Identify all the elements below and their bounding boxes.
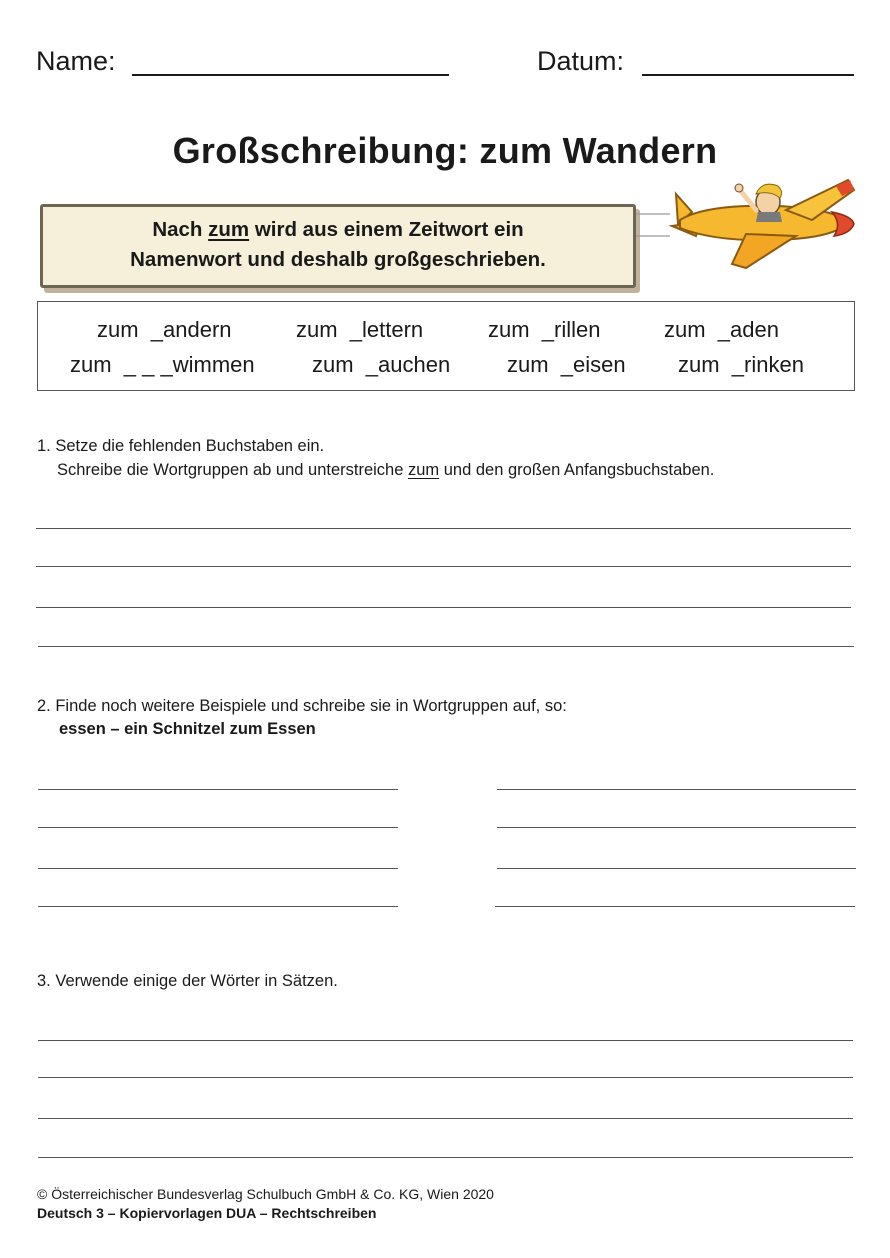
writing-line[interactable] (36, 566, 851, 567)
writing-line[interactable] (38, 1077, 853, 1078)
writing-line-right[interactable] (497, 868, 856, 869)
page-title: Großschreibung: zum Wandern (172, 130, 718, 171)
task-2-example: essen – ein Schnitzel zum Essen (59, 720, 316, 738)
airplane-illustration (636, 164, 858, 276)
word-item: zum _rillen (488, 317, 601, 342)
writing-line[interactable] (38, 646, 854, 647)
task-3-instruction: 3. Verwende einige der Wörter in Sätzen. (37, 972, 338, 990)
writing-line-right[interactable] (497, 789, 856, 790)
rule-line-2: Namenwort und deshalb großgeschrieben. (130, 248, 546, 271)
writing-line-left[interactable] (38, 906, 398, 907)
task-text: und den großen Anfangsbuchstaben. (439, 461, 715, 479)
rule-note (40, 204, 636, 288)
task-2-instruction: 2. Finde noch weitere Beispiele und schreibe sie in Wortgruppen auf, so: (37, 697, 567, 715)
writing-line[interactable] (38, 1118, 853, 1119)
footer-series: Deutsch 3 – Kopiervorlagen DUA – Rechtschreiben (37, 1205, 377, 1221)
footer-copyright: © Österreichischer Bundesverlag Schulbuch GmbH & Co. KG, Wien 2020 (37, 1186, 494, 1202)
task-1-instruction-2 (57, 461, 714, 480)
task-1-instruction: 1. Setze die fehlenden Buchstaben ein. (37, 437, 325, 455)
writing-line-right[interactable] (497, 827, 856, 828)
word-item: zum _aden (664, 317, 779, 342)
date-label: Datum: (537, 46, 625, 76)
rule-line-1 (43, 218, 633, 242)
name-label: Name: (36, 46, 116, 76)
word-item: zum _auchen (312, 352, 451, 377)
writing-line[interactable] (38, 1157, 853, 1158)
writing-line[interactable] (38, 1040, 853, 1041)
date-field[interactable] (642, 74, 854, 76)
word-item: zum _ _ _wimmen (70, 352, 255, 377)
word-item: zum _rinken (678, 352, 804, 377)
writing-line-right[interactable] (495, 906, 855, 907)
word-item: zum _eisen (507, 352, 626, 377)
rule-keyword: zum (208, 218, 250, 241)
name-field[interactable] (132, 74, 449, 76)
writing-line[interactable] (36, 607, 851, 608)
writing-line-left[interactable] (38, 868, 398, 869)
rule-text: Nach (152, 218, 209, 241)
word-item: zum _lettern (296, 317, 424, 342)
writing-line-left[interactable] (38, 827, 398, 828)
task-keyword: zum (408, 461, 440, 479)
rule-text: wird aus einem Zeitwort ein (249, 218, 524, 241)
word-item: zum _andern (97, 317, 232, 342)
task-text: Schreibe die Wortgruppen ab und unterstreiche (57, 461, 408, 479)
writing-line[interactable] (36, 528, 851, 529)
writing-line-left[interactable] (38, 789, 398, 790)
